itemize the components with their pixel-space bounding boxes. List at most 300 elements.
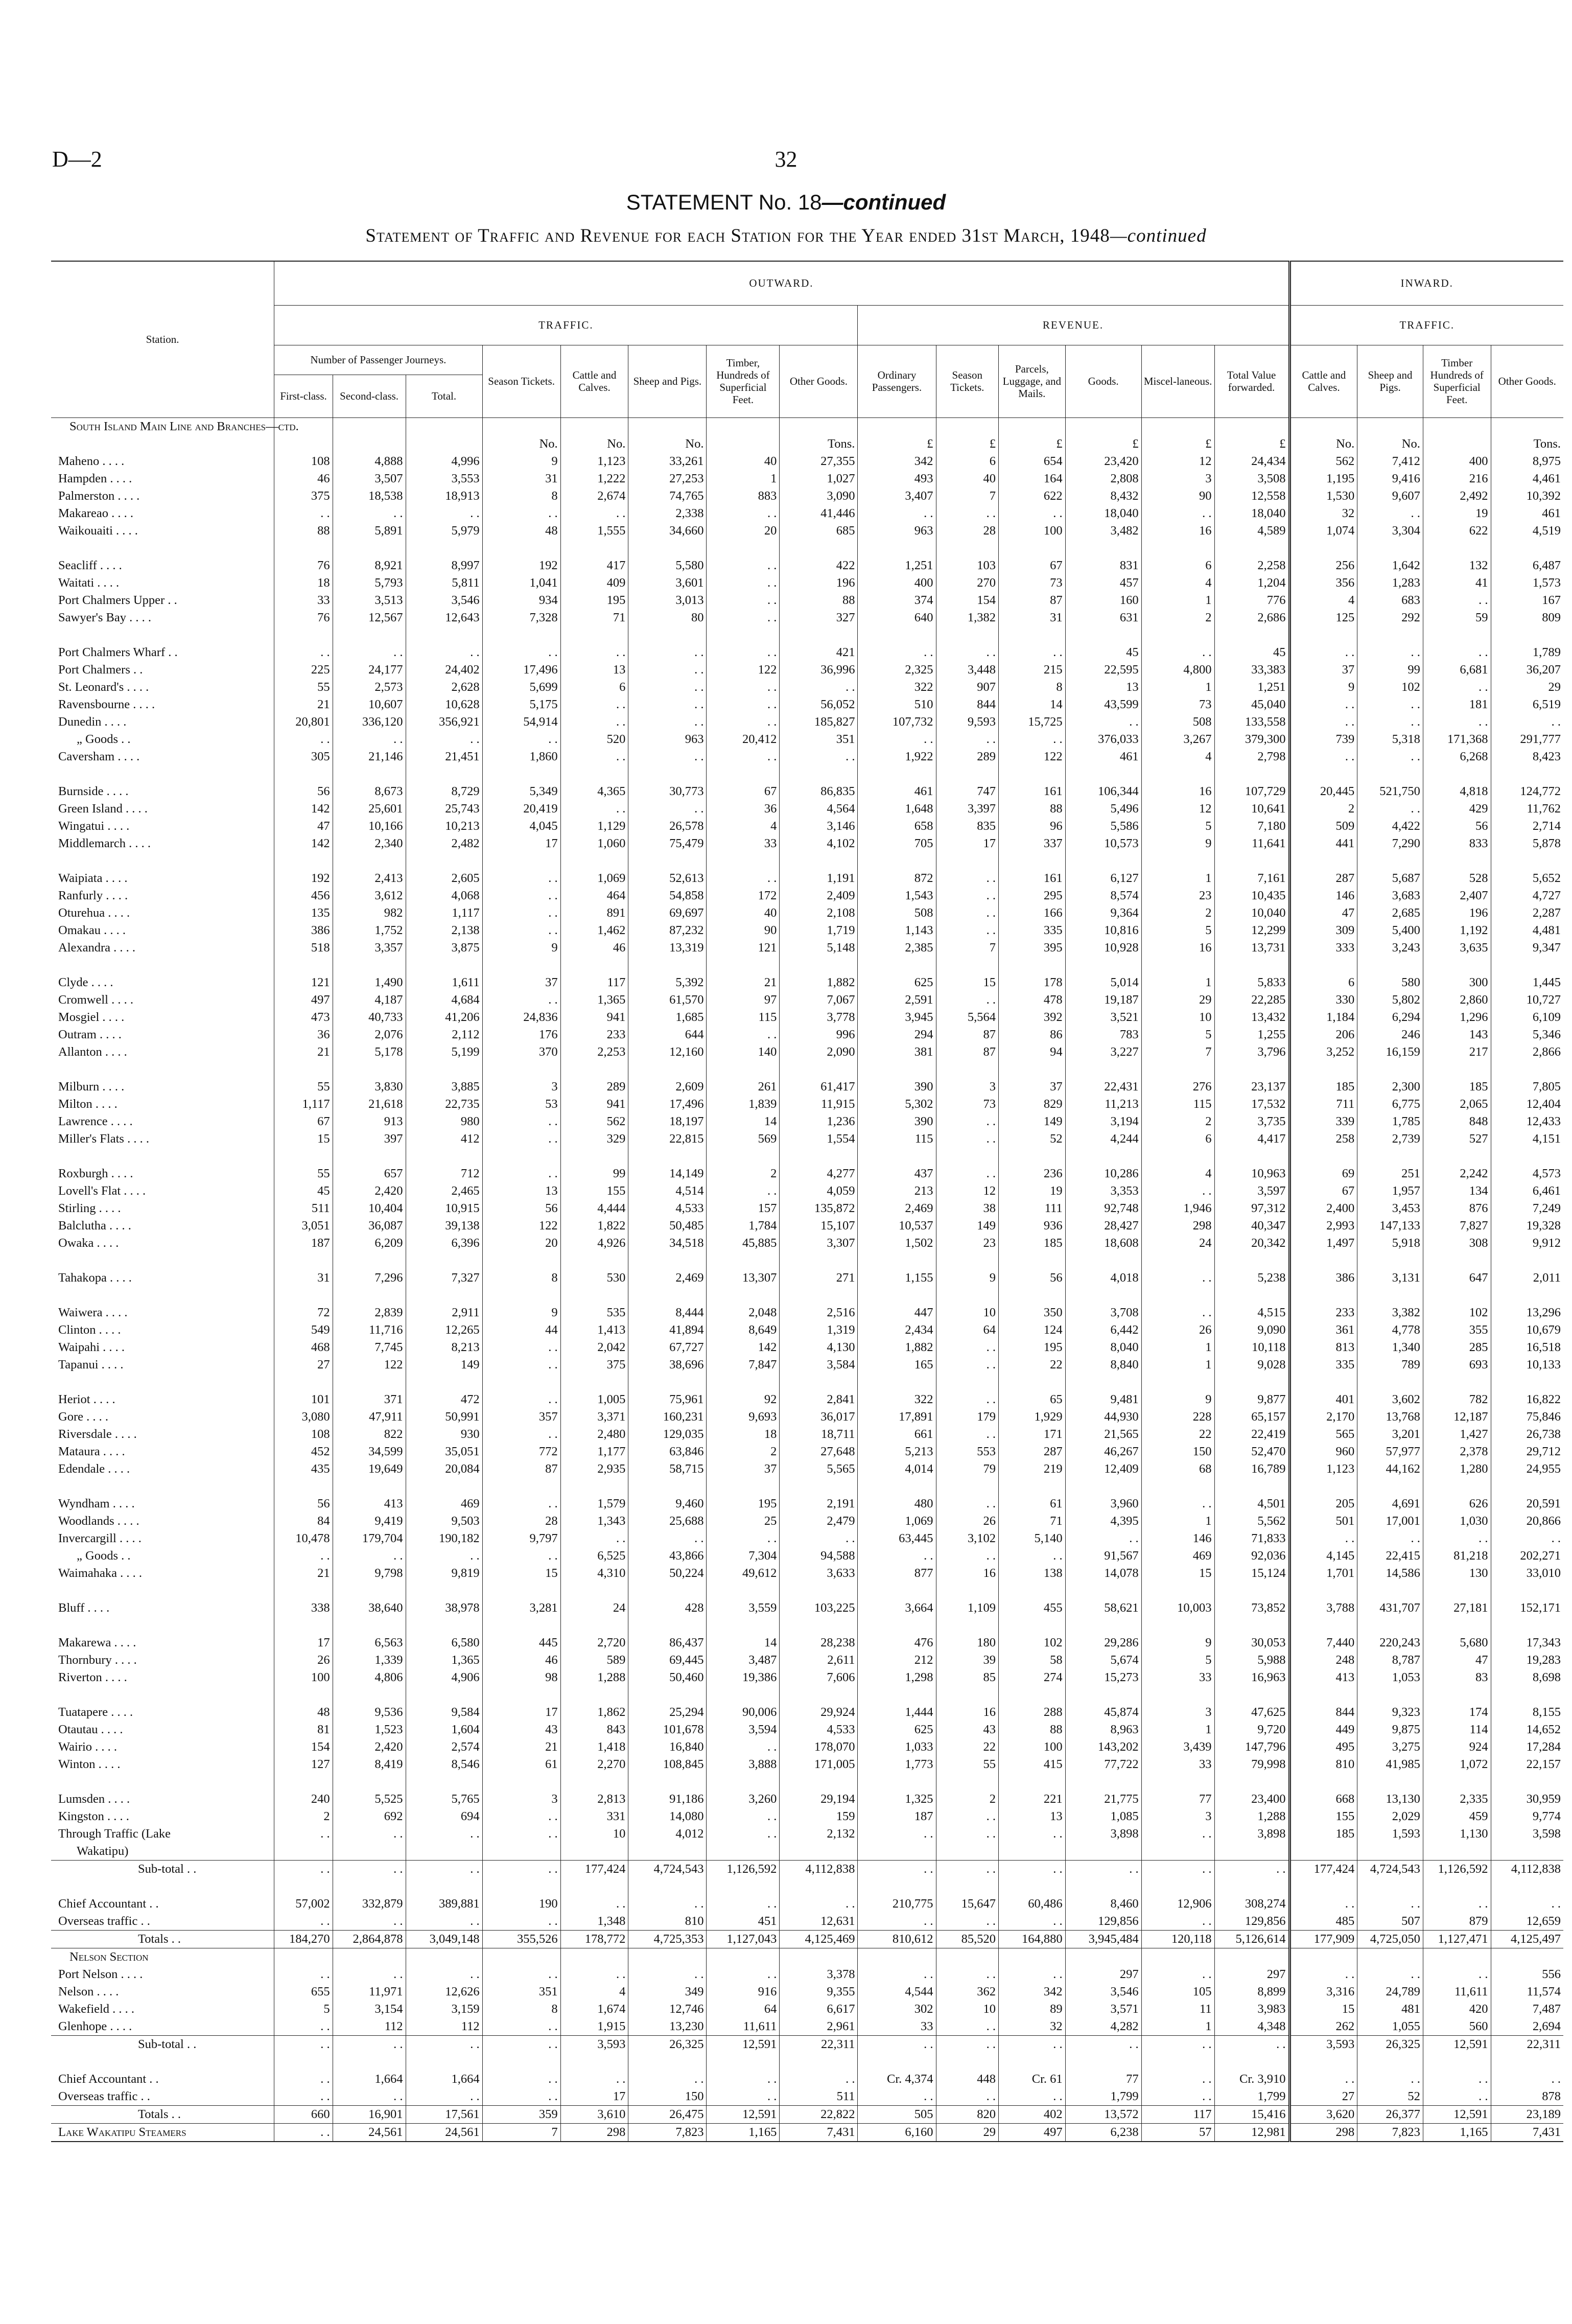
value-cell: [1491, 1374, 1563, 1391]
value-cell: 9,584: [406, 1704, 482, 1721]
value-cell: 3,602: [1357, 1391, 1423, 1408]
value-cell: 41,985: [1357, 1756, 1423, 1773]
value-cell: 73: [936, 1096, 998, 1113]
value-cell: 3,610: [560, 2105, 628, 2123]
value-cell: 90: [707, 922, 780, 939]
value-cell: 5: [1141, 1026, 1214, 1043]
station-name: Dunedin . . . .: [58, 714, 127, 729]
table-row: [51, 1391, 1563, 1408]
value-cell: . .: [936, 2018, 998, 2036]
value-cell: 936: [999, 1217, 1066, 1235]
value-cell: 67: [274, 1113, 333, 1130]
value-cell: 13,296: [1491, 1304, 1563, 1321]
value-cell: 67,727: [628, 1339, 707, 1356]
value-cell: [858, 1478, 936, 1495]
table-row: [51, 557, 1563, 574]
value-cell: 831: [1065, 557, 1141, 574]
value-cell: 1,204: [1214, 574, 1289, 592]
value-cell: 16: [1141, 522, 1214, 540]
value-cell: 289: [560, 1078, 628, 1096]
value-cell: [1423, 1287, 1491, 1304]
value-cell: 1: [1141, 2018, 1214, 2036]
value-cell: 15,416: [1214, 2105, 1289, 2123]
value-cell: . .: [406, 1913, 482, 1931]
value-cell: [560, 1878, 628, 1895]
table-row: [51, 748, 1563, 765]
value-cell: [936, 765, 998, 783]
station-name: Sub-total . .: [51, 1860, 274, 1878]
value-cell: 4,589: [1214, 522, 1289, 540]
value-cell: 19,328: [1491, 1217, 1563, 1235]
value-cell: . .: [482, 1426, 560, 1443]
value-cell: 99: [1357, 661, 1423, 679]
value-cell: [1289, 417, 1357, 435]
table-row: [51, 417, 1563, 435]
value-cell: 3: [482, 1791, 560, 1808]
station-name: Lawrence . . . .: [58, 1114, 133, 1128]
value-cell: 361: [1289, 1321, 1357, 1339]
value-cell: [1289, 1948, 1357, 1966]
value-cell: [1214, 540, 1289, 557]
value-cell: 5,525: [333, 1791, 406, 1808]
value-cell: 22: [936, 1738, 998, 1756]
value-cell: . .: [482, 505, 560, 522]
value-cell: 1: [1141, 679, 1214, 696]
value-cell: [707, 1478, 780, 1495]
value-cell: [1423, 2053, 1491, 2071]
value-cell: 9: [936, 1269, 998, 1287]
value-cell: 3,584: [780, 1356, 858, 1374]
value-cell: . .: [1141, 1913, 1214, 1931]
value-cell: 142: [274, 835, 333, 852]
value-cell: 2,409: [780, 887, 858, 904]
value-cell: 29,924: [780, 1704, 858, 1721]
value-cell: [999, 1617, 1066, 1634]
value-cell: [560, 1478, 628, 1495]
value-cell: 111: [999, 1200, 1066, 1217]
value-cell: . .: [1357, 748, 1423, 765]
value-cell: 29: [1141, 991, 1214, 1009]
value-cell: [628, 1148, 707, 1165]
value-cell: 435: [274, 1460, 333, 1478]
value-cell: 1,929: [999, 1408, 1066, 1426]
value-cell: [628, 1617, 707, 1634]
value-cell: 1,365: [560, 991, 628, 1009]
value-cell: 164: [999, 470, 1066, 487]
station-name: Edendale . . . .: [58, 1461, 130, 1476]
value-cell: 34,518: [628, 1235, 707, 1252]
value-cell: 472: [406, 1391, 482, 1408]
value-cell: 379,300: [1214, 731, 1289, 748]
value-cell: [858, 1582, 936, 1599]
value-cell: 4,533: [628, 1200, 707, 1217]
value-cell: 1,604: [406, 1721, 482, 1738]
value-cell: 1,701: [1289, 1565, 1357, 1582]
value-cell: 33: [274, 592, 333, 609]
value-cell: 4,519: [1491, 522, 1563, 540]
value-cell: 5,400: [1357, 922, 1423, 939]
value-cell: [333, 765, 406, 783]
value-cell: [482, 1686, 560, 1704]
value-cell: . .: [274, 2071, 333, 2088]
value-cell: 22,815: [628, 1130, 707, 1148]
value-cell: 26,377: [1357, 2105, 1423, 2123]
value-cell: [1289, 1617, 1357, 1634]
value-cell: . .: [274, 1860, 333, 1878]
value-cell: 69,697: [628, 904, 707, 922]
value-cell: [1214, 1252, 1289, 1269]
revenue-header: REVENUE.: [858, 305, 1289, 345]
value-cell: . .: [707, 592, 780, 609]
value-cell: 14,080: [628, 1808, 707, 1825]
passenger-journeys-header: Number of Passenger Journeys.: [274, 345, 482, 375]
value-cell: 212: [858, 1652, 936, 1669]
value-cell: 7,328: [482, 609, 560, 626]
table-row: [51, 1026, 1563, 1043]
value-cell: 374: [858, 592, 936, 609]
value-cell: 138: [999, 1565, 1066, 1582]
value-cell: 1,664: [333, 2071, 406, 2088]
value-cell: 4,125,497: [1491, 1930, 1563, 1948]
value-cell: 625: [858, 974, 936, 991]
value-cell: 55: [274, 679, 333, 696]
value-cell: [406, 626, 482, 644]
value-cell: 22,285: [1214, 991, 1289, 1009]
value-cell: 221: [999, 1791, 1066, 1808]
value-cell: 52: [1357, 2088, 1423, 2106]
value-cell: [780, 2053, 858, 2071]
value-cell: . .: [1289, 1966, 1357, 1983]
value-cell: 6,525: [560, 1547, 628, 1565]
value-cell: 52: [999, 1130, 1066, 1148]
value-cell: [1491, 1061, 1563, 1078]
value-cell: . .: [560, 1530, 628, 1547]
value-cell: [1423, 1252, 1491, 1269]
value-cell: . .: [406, 2035, 482, 2053]
value-cell: 77: [1065, 2071, 1141, 2088]
value-cell: 963: [858, 522, 936, 540]
value-cell: 73: [1141, 696, 1214, 713]
value-cell: 5,988: [1214, 1652, 1289, 1669]
value-cell: 121: [274, 974, 333, 991]
value-cell: 124: [999, 1321, 1066, 1339]
value-cell: 13,432: [1214, 1009, 1289, 1026]
value-cell: 355: [1423, 1321, 1491, 1339]
station-name: Chief Accountant . .: [58, 2072, 159, 2086]
value-cell: 822: [333, 1426, 406, 1443]
value-cell: 9: [1141, 1634, 1214, 1652]
value-cell: 813: [1289, 1339, 1357, 1356]
value-cell: 14,586: [1357, 1565, 1423, 1582]
value-cell: [406, 1843, 482, 1861]
value-cell: 655: [274, 1983, 333, 2001]
value-cell: [936, 1948, 998, 1966]
value-cell: [1214, 626, 1289, 644]
value-cell: . .: [1141, 1182, 1214, 1200]
value-cell: 683: [1357, 592, 1423, 609]
value-cell: 455: [999, 1599, 1066, 1617]
value-cell: [1214, 1843, 1289, 1861]
value-cell: 692: [333, 1808, 406, 1825]
value-cell: [560, 1773, 628, 1791]
value-cell: 298: [560, 2123, 628, 2142]
value-cell: 3,090: [780, 487, 858, 505]
value-cell: [1357, 2053, 1423, 2071]
value-cell: [1289, 2053, 1357, 2071]
value-cell: [333, 1843, 406, 1861]
value-cell: 2,479: [780, 1513, 858, 1530]
value-cell: 129,035: [628, 1426, 707, 1443]
value-cell: 30,773: [628, 783, 707, 800]
table-row: [51, 713, 1563, 731]
value-cell: 225: [274, 661, 333, 679]
value-cell: 631: [1065, 609, 1141, 626]
station-name: Ravensbourne . . . .: [58, 697, 155, 711]
value-cell: 397: [333, 1130, 406, 1148]
value-cell: [1289, 1252, 1357, 1269]
value-cell: 520: [560, 731, 628, 748]
value-cell: [858, 765, 936, 783]
value-cell: [628, 1061, 707, 1078]
value-cell: . .: [999, 505, 1066, 522]
value-cell: 5,148: [780, 939, 858, 957]
value-cell: 1,674: [560, 2001, 628, 2018]
value-cell: 233: [1289, 1304, 1357, 1321]
value-cell: . .: [1491, 713, 1563, 731]
value-cell: [1289, 1061, 1357, 1078]
value-cell: 185: [1289, 1078, 1357, 1096]
value-cell: 37: [707, 1460, 780, 1478]
value-cell: 71,833: [1214, 1530, 1289, 1547]
value-cell: [628, 1252, 707, 1269]
value-cell: 2,132: [780, 1825, 858, 1843]
value-cell: 2,798: [1214, 748, 1289, 765]
value-cell: 7: [936, 939, 998, 957]
value-cell: [1214, 852, 1289, 870]
value-cell: [628, 626, 707, 644]
value-cell: 37: [1289, 661, 1357, 679]
value-cell: . .: [707, 644, 780, 661]
inward-sheep-header: Sheep and Pigs.: [1357, 345, 1423, 417]
value-cell: [406, 957, 482, 974]
value-cell: 6,127: [1065, 870, 1141, 887]
value-cell: 891: [560, 904, 628, 922]
value-cell: . .: [274, 1547, 333, 1565]
value-cell: 24: [1141, 1235, 1214, 1252]
station-name: Green Island . . . .: [58, 801, 148, 816]
table-body: [51, 417, 1563, 2142]
table-row: [51, 1269, 1563, 1287]
value-cell: 12,433: [1491, 1113, 1563, 1130]
value-cell: 685: [780, 522, 858, 540]
value-cell: 5,346: [1491, 1026, 1563, 1043]
value-cell: 4,112,838: [780, 1860, 858, 1878]
value-cell: 4,112,838: [1491, 1860, 1563, 1878]
value-cell: 57: [1141, 2123, 1214, 2142]
value-cell: 8,787: [1357, 1652, 1423, 1669]
station-name: Omakau . . . .: [58, 923, 126, 937]
value-cell: 69,445: [628, 1652, 707, 1669]
value-cell: 8,546: [406, 1756, 482, 1773]
table-row: [51, 1843, 1563, 1861]
value-cell: 810: [628, 1913, 707, 1931]
value-cell: 782: [1423, 1391, 1491, 1408]
value-cell: [1214, 957, 1289, 974]
value-cell: . .: [707, 696, 780, 713]
value-cell: 295: [999, 887, 1066, 904]
value-cell: . .: [628, 713, 707, 731]
value-cell: 12,591: [707, 2105, 780, 2123]
value-cell: [936, 852, 998, 870]
value-cell: [628, 852, 707, 870]
value-cell: 661: [858, 1426, 936, 1443]
value-cell: 3,013: [628, 592, 707, 609]
station-name: Port Nelson . . . .: [58, 1967, 143, 1981]
value-cell: 3,243: [1357, 939, 1423, 957]
value-cell: . .: [1357, 1530, 1423, 1547]
value-cell: 848: [1423, 1113, 1491, 1130]
value-cell: 668: [1289, 1791, 1357, 1808]
value-cell: 1: [1141, 1356, 1214, 1374]
value-cell: 7: [482, 2123, 560, 2142]
value-cell: 941: [560, 1096, 628, 1113]
value-cell: 16,822: [1491, 1391, 1563, 1408]
value-cell: 1,789: [1491, 644, 1563, 661]
traffic-revenue-table: [51, 261, 1563, 2142]
value-cell: 3,146: [780, 818, 858, 835]
value-cell: 26,578: [628, 818, 707, 835]
value-cell: [406, 852, 482, 870]
value-cell: . .: [482, 1391, 560, 1408]
value-cell: 74,765: [628, 487, 707, 505]
value-cell: [406, 1948, 482, 1966]
value-cell: 298: [1141, 1217, 1214, 1235]
value-cell: [936, 1374, 998, 1391]
value-cell: 7,249: [1491, 1200, 1563, 1217]
value-cell: 452: [274, 1443, 333, 1460]
value-cell: 2: [936, 1791, 998, 1808]
value-cell: [1065, 1252, 1141, 1269]
station-name: Riverton . . . .: [58, 1670, 127, 1684]
station-name: Port Chalmers Wharf . .: [58, 645, 178, 659]
value-cell: 11,716: [333, 1321, 406, 1339]
value-cell: Tons.: [780, 435, 858, 453]
value-cell: 18,197: [628, 1113, 707, 1130]
value-cell: 2,011: [1491, 1269, 1563, 1287]
value-cell: [333, 852, 406, 870]
value-cell: 878: [1491, 2088, 1563, 2106]
station-name: Kingston . . . .: [58, 1809, 129, 1823]
value-cell: [707, 1773, 780, 1791]
value-cell: . .: [560, 713, 628, 731]
value-cell: 135: [274, 904, 333, 922]
value-cell: 122: [482, 1217, 560, 1235]
station-name: Woodlands . . . .: [58, 1514, 139, 1528]
value-cell: 22,157: [1491, 1756, 1563, 1773]
value-cell: 9,460: [628, 1495, 707, 1513]
value-cell: [560, 852, 628, 870]
value-cell: [999, 2053, 1066, 2071]
station-name: „ Goods . .: [77, 1548, 131, 1563]
station-name: Sub-total . .: [51, 2035, 274, 2053]
value-cell: 783: [1065, 1026, 1141, 1043]
value-cell: 15: [482, 1565, 560, 1582]
value-cell: [1141, 765, 1214, 783]
station-name: Cromwell . . . .: [58, 992, 133, 1007]
value-cell: 9,875: [1357, 1721, 1423, 1738]
value-cell: . .: [999, 2035, 1066, 2053]
value-cell: 3,960: [1065, 1495, 1141, 1513]
value-cell: 228: [1141, 1408, 1214, 1426]
value-cell: 36,207: [1491, 661, 1563, 679]
value-cell: 11,971: [333, 1983, 406, 2001]
total-value-header: Total Value forwarded.: [1214, 345, 1289, 417]
value-cell: 8: [482, 487, 560, 505]
value-cell: 1,288: [1214, 1808, 1289, 1825]
value-cell: 6,461: [1491, 1182, 1563, 1200]
value-cell: 179,704: [333, 1530, 406, 1547]
table-row: [51, 1339, 1563, 1356]
value-cell: [628, 417, 707, 435]
statement-title: [0, 190, 1572, 215]
value-cell: . .: [780, 748, 858, 765]
value-cell: 417: [560, 557, 628, 574]
value-cell: 217: [1423, 1043, 1491, 1061]
value-cell: 1,915: [560, 2018, 628, 2036]
value-cell: . .: [1423, 713, 1491, 731]
timber-header: Timber, Hundreds of Superficial Feet.: [707, 345, 780, 417]
station-name: Makareao . . . .: [58, 506, 133, 520]
value-cell: [1141, 852, 1214, 870]
value-cell: 3,735: [1214, 1113, 1289, 1130]
value-cell: [999, 1878, 1066, 1895]
value-cell: [1065, 1773, 1141, 1791]
value-cell: . .: [936, 1165, 998, 1182]
value-cell: 17: [560, 2088, 628, 2106]
value-cell: 2,287: [1491, 904, 1563, 922]
value-cell: [1141, 1878, 1214, 1895]
value-cell: 12,626: [406, 1983, 482, 2001]
value-cell: 1,251: [1214, 679, 1289, 696]
value-cell: 510: [858, 696, 936, 713]
value-cell: 38: [936, 1200, 998, 1217]
value-cell: 505: [858, 2105, 936, 2123]
value-cell: 829: [999, 1096, 1066, 1113]
value-cell: [406, 1582, 482, 1599]
value-cell: 94: [999, 1043, 1066, 1061]
value-cell: . .: [406, 505, 482, 522]
value-cell: 161: [999, 870, 1066, 887]
value-cell: 469: [1141, 1547, 1214, 1565]
value-cell: 2,325: [858, 661, 936, 679]
value-cell: 9: [482, 1304, 560, 1321]
value-cell: 562: [560, 1113, 628, 1130]
value-cell: 1,325: [858, 1791, 936, 1808]
value-cell: . .: [936, 1495, 998, 1513]
value-cell: [333, 1374, 406, 1391]
value-cell: 53: [482, 1096, 560, 1113]
value-cell: 7,823: [1357, 2123, 1423, 2142]
value-cell: [780, 1582, 858, 1599]
value-cell: 493: [858, 470, 936, 487]
value-cell: 389,881: [406, 1895, 482, 1913]
station-name: Waitati . . . .: [58, 575, 120, 590]
value-cell: 441: [1289, 835, 1357, 852]
value-cell: 428: [628, 1599, 707, 1617]
value-cell: [1065, 540, 1141, 557]
table-row: [51, 1426, 1563, 1443]
value-cell: 6,519: [1491, 696, 1563, 713]
